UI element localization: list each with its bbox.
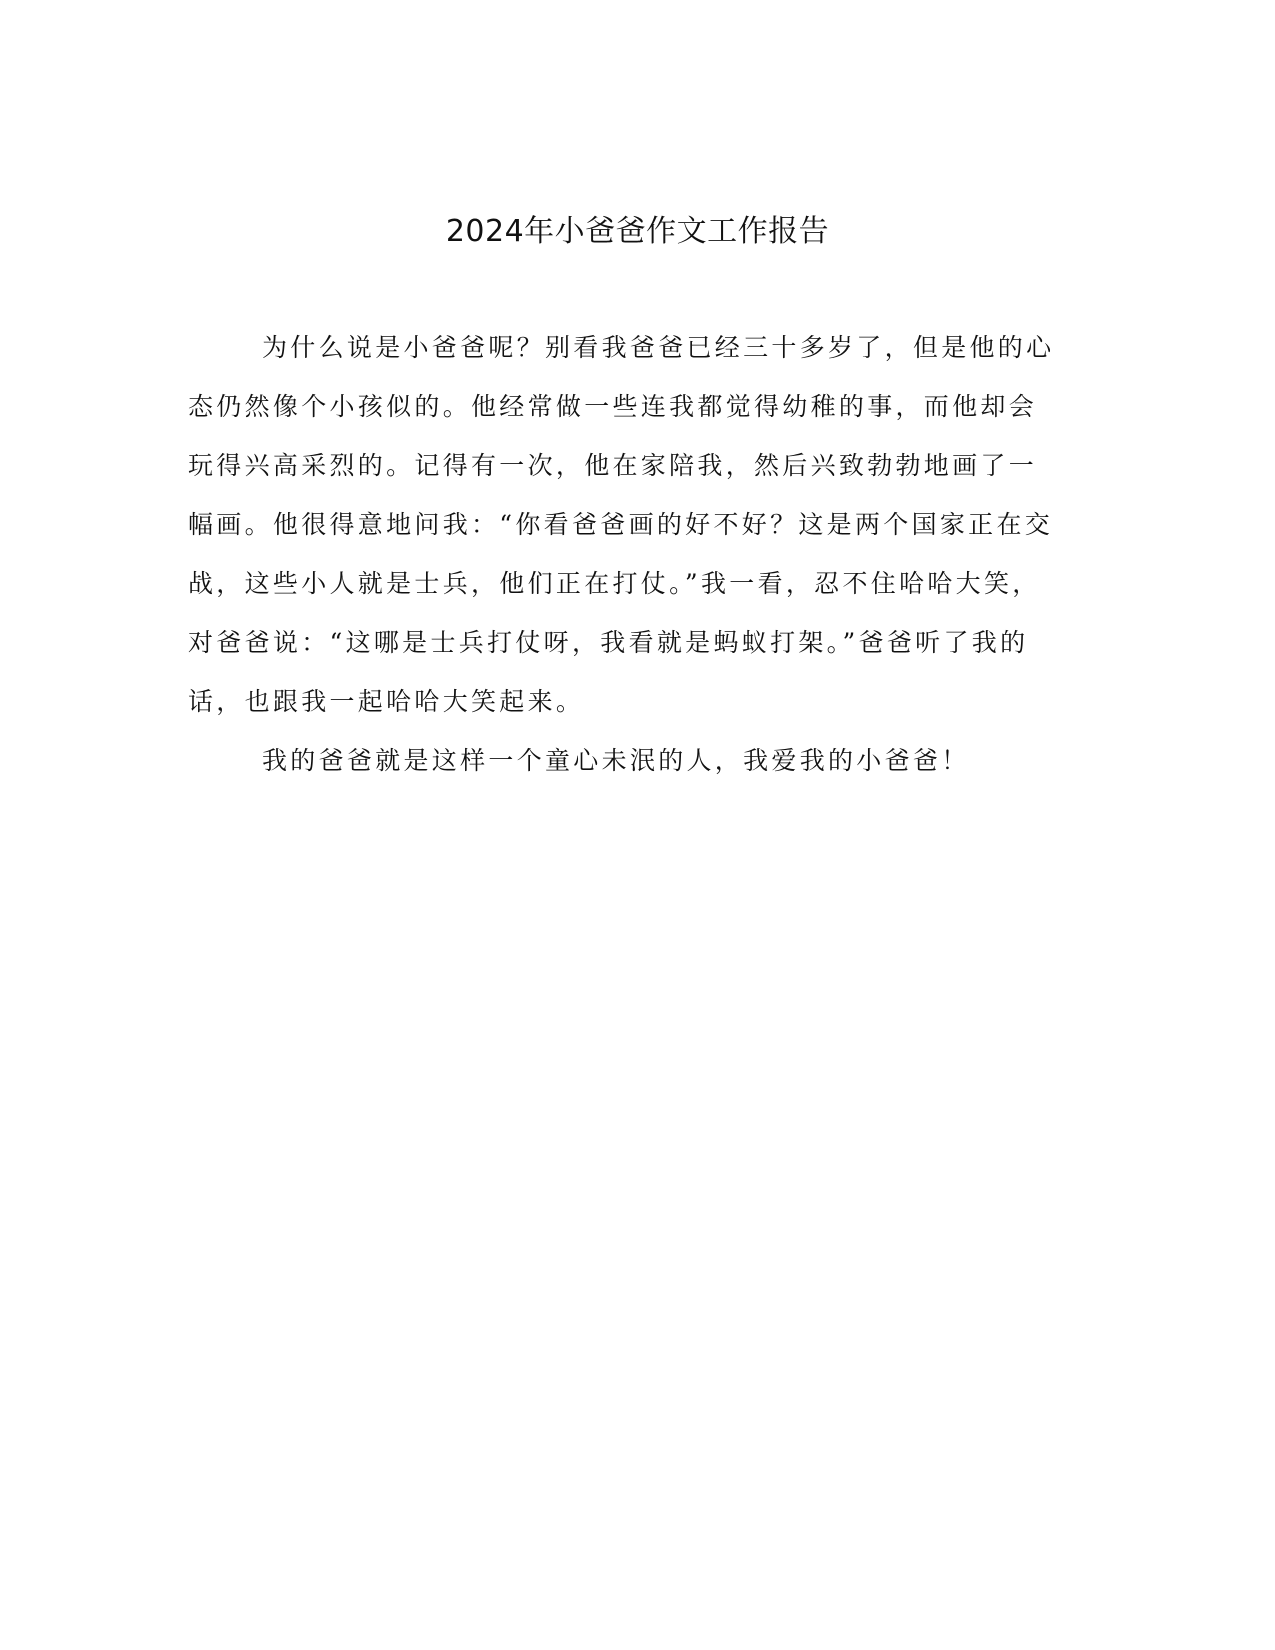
paragraph-1 [188, 318, 1055, 731]
paragraph-2 [188, 731, 1048, 790]
paragraph-line: 对爸爸说：“这哪是士兵打仗呀，我看就是蚂蚁打架。”爸爸听了我的 [188, 628, 1029, 657]
paragraph-line: 话，也跟我一起哈哈大笑起来。 [188, 687, 585, 716]
document-body [188, 318, 1055, 790]
paragraph-line: 我的爸爸就是这样一个童心未泯的人，我爱我的小爸爸！ [262, 746, 970, 775]
paragraph-line: 幅画。他很得意地问我：“你看爸爸画的好不好？这是两个国家正在交 [188, 510, 1054, 539]
paragraph-line: 为什么说是小爸爸呢？别看我爸爸已经三十多岁了，但是他的心 [262, 333, 1055, 362]
paragraph-line: 战，这些小人就是士兵，他们正在打仗。”我一看，忍不住哈哈大笑， [188, 569, 1041, 598]
paragraph-line: 玩得兴高采烈的。记得有一次，他在家陪我，然后兴致勃勃地画了一 [188, 451, 1038, 480]
paragraph-line: 态仍然像个小孩似的。他经常做一些连我都觉得幼稚的事，而他却会 [188, 392, 1038, 421]
document-title: 2024年小爸爸作文工作报告 [445, 214, 830, 249]
